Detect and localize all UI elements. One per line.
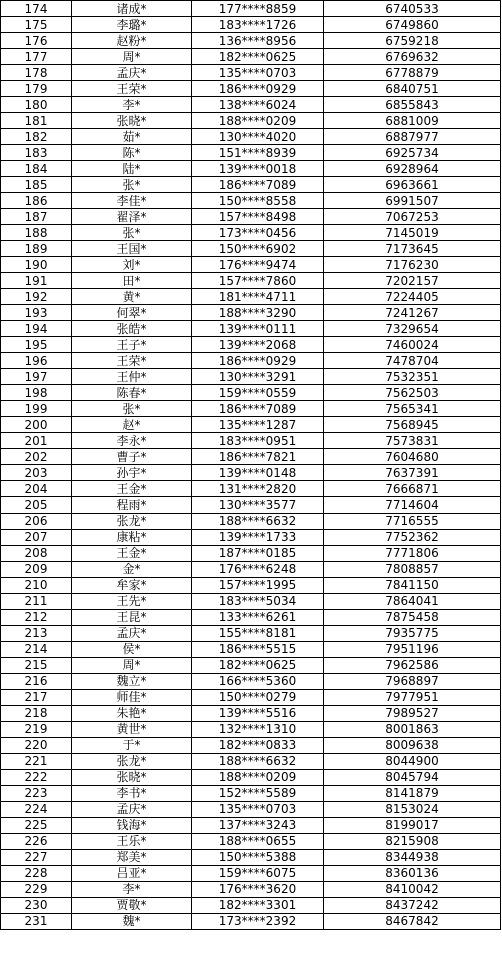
table-row (1, 753, 501, 769)
row-number-cell: 184 (1, 161, 72, 177)
row-number-cell: 180 (1, 97, 72, 113)
value-cell: 8215908 (324, 833, 501, 849)
table-row (1, 865, 501, 881)
row-number-cell: 188 (1, 225, 72, 241)
phone-cell: 139****2068 (192, 337, 324, 353)
row-number-cell: 213 (1, 625, 72, 641)
phone-cell: 188****3290 (192, 305, 324, 321)
table-row (1, 481, 501, 497)
phone-cell: 183****5034 (192, 593, 324, 609)
name-cell: 师佳* (72, 689, 192, 705)
phone-cell: 152****5589 (192, 785, 324, 801)
row-number-cell: 221 (1, 753, 72, 769)
row-number-cell: 218 (1, 705, 72, 721)
name-cell: 魏立* (72, 673, 192, 689)
value-cell: 6778879 (324, 65, 501, 81)
name-cell: 孟庆* (72, 801, 192, 817)
table-row (1, 529, 501, 545)
phone-cell: 157****7860 (192, 273, 324, 289)
row-number-cell: 211 (1, 593, 72, 609)
row-number-cell: 228 (1, 865, 72, 881)
phone-cell: 132****1310 (192, 721, 324, 737)
value-cell: 7808857 (324, 561, 501, 577)
row-number-cell: 176 (1, 33, 72, 49)
table-row (1, 241, 501, 257)
row-number-cell: 212 (1, 609, 72, 625)
phone-cell: 155****8181 (192, 625, 324, 641)
value-cell: 7977951 (324, 689, 501, 705)
row-number-cell: 226 (1, 833, 72, 849)
name-cell: 贾敬* (72, 897, 192, 913)
table-row (1, 737, 501, 753)
value-cell: 8410042 (324, 881, 501, 897)
name-cell: 李璐* (72, 17, 192, 33)
value-cell: 6769632 (324, 49, 501, 65)
table-row (1, 497, 501, 513)
value-cell: 7176230 (324, 257, 501, 273)
value-cell: 7460024 (324, 337, 501, 353)
value-cell: 7329654 (324, 321, 501, 337)
row-number-cell: 196 (1, 353, 72, 369)
phone-cell: 188****0655 (192, 833, 324, 849)
value-cell: 7573831 (324, 433, 501, 449)
table-row (1, 449, 501, 465)
name-cell: 张* (72, 401, 192, 417)
table-row (1, 305, 501, 321)
row-number-cell: 190 (1, 257, 72, 273)
value-cell: 7637391 (324, 465, 501, 481)
phone-cell: 182****0625 (192, 49, 324, 65)
phone-cell: 159****6075 (192, 865, 324, 881)
row-number-cell: 183 (1, 145, 72, 161)
value-cell: 7714604 (324, 497, 501, 513)
row-number-cell: 214 (1, 641, 72, 657)
row-number-cell: 206 (1, 513, 72, 529)
name-cell: 王国* (72, 241, 192, 257)
row-number-cell: 197 (1, 369, 72, 385)
value-cell: 6840751 (324, 81, 501, 97)
value-cell: 6855843 (324, 97, 501, 113)
value-cell: 8044900 (324, 753, 501, 769)
table-row (1, 433, 501, 449)
row-number-cell: 207 (1, 529, 72, 545)
value-cell: 7478704 (324, 353, 501, 369)
value-cell: 7666871 (324, 481, 501, 497)
row-number-cell: 215 (1, 657, 72, 673)
table-row (1, 833, 501, 849)
value-cell: 8141879 (324, 785, 501, 801)
name-cell: 王金* (72, 481, 192, 497)
name-cell: 王仲* (72, 369, 192, 385)
row-number-cell: 230 (1, 897, 72, 913)
name-cell: 李永* (72, 433, 192, 449)
phone-cell: 186****5515 (192, 641, 324, 657)
name-cell: 王金* (72, 545, 192, 561)
table-row (1, 913, 501, 929)
row-number-cell: 186 (1, 193, 72, 209)
value-cell: 7989527 (324, 705, 501, 721)
name-cell: 张龙* (72, 513, 192, 529)
name-cell: 王先* (72, 593, 192, 609)
phone-cell: 135****0703 (192, 65, 324, 81)
table-row (1, 385, 501, 401)
phone-cell: 139****0018 (192, 161, 324, 177)
row-number-cell: 198 (1, 385, 72, 401)
table-row (1, 65, 501, 81)
row-number-cell: 189 (1, 241, 72, 257)
name-cell: 何翠* (72, 305, 192, 321)
table-row (1, 225, 501, 241)
name-cell: 王荣* (72, 81, 192, 97)
value-cell: 6928964 (324, 161, 501, 177)
name-cell: 张* (72, 177, 192, 193)
value-cell: 8467842 (324, 913, 501, 929)
name-cell: 李* (72, 881, 192, 897)
table-row (1, 193, 501, 209)
value-cell: 8045794 (324, 769, 501, 785)
name-cell: 诸成* (72, 1, 192, 17)
row-number-cell: 219 (1, 721, 72, 737)
phone-cell: 188****0209 (192, 769, 324, 785)
value-cell: 7841150 (324, 577, 501, 593)
value-cell: 8009638 (324, 737, 501, 753)
phone-cell: 135****0703 (192, 801, 324, 817)
phone-cell: 186****0929 (192, 353, 324, 369)
name-cell: 程雨* (72, 497, 192, 513)
phone-cell: 135****1287 (192, 417, 324, 433)
phone-cell: 131****2820 (192, 481, 324, 497)
phone-cell: 186****0929 (192, 81, 324, 97)
phone-cell: 157****8498 (192, 209, 324, 225)
row-number-cell: 229 (1, 881, 72, 897)
phone-cell: 183****0951 (192, 433, 324, 449)
name-cell: 李书* (72, 785, 192, 801)
table-row (1, 897, 501, 913)
name-cell: 陆* (72, 161, 192, 177)
phone-cell: 159****0559 (192, 385, 324, 401)
row-number-cell: 222 (1, 769, 72, 785)
phone-cell: 186****7821 (192, 449, 324, 465)
value-cell: 7951196 (324, 641, 501, 657)
phone-cell: 176****9474 (192, 257, 324, 273)
row-number-cell: 178 (1, 65, 72, 81)
row-number-cell: 225 (1, 817, 72, 833)
row-number-cell: 175 (1, 17, 72, 33)
table-row (1, 129, 501, 145)
row-number-cell: 205 (1, 497, 72, 513)
table-row (1, 849, 501, 865)
phone-cell: 150****8558 (192, 193, 324, 209)
table-row (1, 97, 501, 113)
table-row (1, 705, 501, 721)
name-cell: 翟泽* (72, 209, 192, 225)
value-cell: 7241267 (324, 305, 501, 321)
phone-cell: 139****0111 (192, 321, 324, 337)
table-row (1, 417, 501, 433)
name-cell: 周* (72, 49, 192, 65)
value-cell: 7562503 (324, 385, 501, 401)
name-cell: 黄* (72, 289, 192, 305)
value-cell: 7568945 (324, 417, 501, 433)
row-number-cell: 199 (1, 401, 72, 417)
phone-cell: 181****4711 (192, 289, 324, 305)
value-cell: 8153024 (324, 801, 501, 817)
row-number-cell: 194 (1, 321, 72, 337)
name-cell: 刘* (72, 257, 192, 273)
name-cell: 张* (72, 225, 192, 241)
value-cell: 7145019 (324, 225, 501, 241)
value-cell: 7935775 (324, 625, 501, 641)
row-number-cell: 201 (1, 433, 72, 449)
value-cell: 7771806 (324, 545, 501, 561)
phone-cell: 136****8956 (192, 33, 324, 49)
table-row (1, 273, 501, 289)
phone-cell: 176****3620 (192, 881, 324, 897)
table-row (1, 81, 501, 97)
table-row (1, 593, 501, 609)
row-number-cell: 200 (1, 417, 72, 433)
phone-cell: 186****7089 (192, 401, 324, 417)
phone-cell: 130****4020 (192, 129, 324, 145)
row-number-cell: 192 (1, 289, 72, 305)
row-number-cell: 179 (1, 81, 72, 97)
row-number-cell: 223 (1, 785, 72, 801)
table-row (1, 337, 501, 353)
table-row (1, 801, 501, 817)
phone-cell: 186****7089 (192, 177, 324, 193)
phone-cell: 173****2392 (192, 913, 324, 929)
table-row (1, 209, 501, 225)
name-cell: 陈* (72, 145, 192, 161)
row-number-cell: 216 (1, 673, 72, 689)
name-cell: 侯* (72, 641, 192, 657)
phone-cell: 133****6261 (192, 609, 324, 625)
table-row (1, 353, 501, 369)
name-cell: 吕亚* (72, 865, 192, 881)
value-cell: 6881009 (324, 113, 501, 129)
row-number-cell: 210 (1, 577, 72, 593)
value-cell: 7962586 (324, 657, 501, 673)
table-row (1, 401, 501, 417)
table-row (1, 513, 501, 529)
phone-cell: 182****3301 (192, 897, 324, 913)
row-number-cell: 185 (1, 177, 72, 193)
name-cell: 张龙* (72, 753, 192, 769)
phone-cell: 188****6632 (192, 513, 324, 529)
row-number-cell: 202 (1, 449, 72, 465)
name-cell: 黄世* (72, 721, 192, 737)
row-number-cell: 231 (1, 913, 72, 929)
value-cell: 6925734 (324, 145, 501, 161)
value-cell: 7968897 (324, 673, 501, 689)
name-cell: 牟家* (72, 577, 192, 593)
table-row (1, 609, 501, 625)
table-row (1, 161, 501, 177)
phone-cell: 177****8859 (192, 1, 324, 17)
name-cell: 田* (72, 273, 192, 289)
table-row (1, 289, 501, 305)
table-row (1, 1, 501, 17)
row-number-cell: 174 (1, 1, 72, 17)
table-row (1, 817, 501, 833)
table-row (1, 657, 501, 673)
table-row (1, 465, 501, 481)
records-table-body (1, 1, 501, 930)
table-row (1, 49, 501, 65)
phone-cell: 157****1995 (192, 577, 324, 593)
value-cell: 7173645 (324, 241, 501, 257)
name-cell: 金* (72, 561, 192, 577)
value-cell: 8344938 (324, 849, 501, 865)
table-row (1, 177, 501, 193)
value-cell: 6991507 (324, 193, 501, 209)
table-row (1, 881, 501, 897)
value-cell: 8437242 (324, 897, 501, 913)
row-number-cell: 177 (1, 49, 72, 65)
name-cell: 李佳* (72, 193, 192, 209)
phone-cell: 151****8939 (192, 145, 324, 161)
table-row (1, 769, 501, 785)
phone-cell: 150****0279 (192, 689, 324, 705)
phone-cell: 139****5516 (192, 705, 324, 721)
phone-cell: 182****0833 (192, 737, 324, 753)
name-cell: 王乐* (72, 833, 192, 849)
row-number-cell: 203 (1, 465, 72, 481)
row-number-cell: 182 (1, 129, 72, 145)
value-cell: 6749860 (324, 17, 501, 33)
phone-cell: 187****0185 (192, 545, 324, 561)
table-row (1, 641, 501, 657)
value-cell: 7604680 (324, 449, 501, 465)
name-cell: 康粘* (72, 529, 192, 545)
name-cell: 孙宇* (72, 465, 192, 481)
row-number-cell: 208 (1, 545, 72, 561)
phone-cell: 139****1733 (192, 529, 324, 545)
name-cell: 于* (72, 737, 192, 753)
table-row (1, 721, 501, 737)
table-row (1, 17, 501, 33)
row-number-cell: 227 (1, 849, 72, 865)
value-cell: 7875458 (324, 609, 501, 625)
value-cell: 7202157 (324, 273, 501, 289)
phone-cell: 188****6632 (192, 753, 324, 769)
phone-cell: 139****0148 (192, 465, 324, 481)
row-number-cell: 220 (1, 737, 72, 753)
name-cell: 郑美* (72, 849, 192, 865)
table-row (1, 689, 501, 705)
value-cell: 6963661 (324, 177, 501, 193)
phone-cell: 173****0456 (192, 225, 324, 241)
name-cell: 茹* (72, 129, 192, 145)
name-cell: 张皓* (72, 321, 192, 337)
name-cell: 王昆* (72, 609, 192, 625)
phone-cell: 130****3577 (192, 497, 324, 513)
name-cell: 张晓* (72, 769, 192, 785)
value-cell: 6759218 (324, 33, 501, 49)
table-row (1, 33, 501, 49)
value-cell: 7224405 (324, 289, 501, 305)
name-cell: 钱海* (72, 817, 192, 833)
value-cell: 8199017 (324, 817, 501, 833)
name-cell: 朱艳* (72, 705, 192, 721)
row-number-cell: 181 (1, 113, 72, 129)
phone-cell: 130****3291 (192, 369, 324, 385)
table-row (1, 785, 501, 801)
table-row (1, 673, 501, 689)
table-row (1, 257, 501, 273)
row-number-cell: 209 (1, 561, 72, 577)
phone-cell: 137****3243 (192, 817, 324, 833)
phone-cell: 183****1726 (192, 17, 324, 33)
value-cell: 8360136 (324, 865, 501, 881)
row-number-cell: 187 (1, 209, 72, 225)
row-number-cell: 217 (1, 689, 72, 705)
table-row (1, 561, 501, 577)
phone-cell: 150****5388 (192, 849, 324, 865)
table-row (1, 369, 501, 385)
phone-cell: 150****6902 (192, 241, 324, 257)
row-number-cell: 193 (1, 305, 72, 321)
name-cell: 孟庆* (72, 625, 192, 641)
value-cell: 8001863 (324, 721, 501, 737)
name-cell: 魏* (72, 913, 192, 929)
value-cell: 7716555 (324, 513, 501, 529)
value-cell: 7532351 (324, 369, 501, 385)
table-row (1, 145, 501, 161)
name-cell: 王子* (72, 337, 192, 353)
value-cell: 6740533 (324, 1, 501, 17)
name-cell: 陈春* (72, 385, 192, 401)
name-cell: 王荣* (72, 353, 192, 369)
name-cell: 张晓* (72, 113, 192, 129)
table-row (1, 625, 501, 641)
table-row (1, 321, 501, 337)
phone-cell: 166****5360 (192, 673, 324, 689)
row-number-cell: 224 (1, 801, 72, 817)
name-cell: 周* (72, 657, 192, 673)
table-row (1, 577, 501, 593)
value-cell: 6887977 (324, 129, 501, 145)
value-cell: 7752362 (324, 529, 501, 545)
name-cell: 曹子* (72, 449, 192, 465)
row-number-cell: 195 (1, 337, 72, 353)
name-cell: 赵* (72, 417, 192, 433)
phone-cell: 138****6024 (192, 97, 324, 113)
row-number-cell: 191 (1, 273, 72, 289)
name-cell: 李* (72, 97, 192, 113)
table-row (1, 545, 501, 561)
name-cell: 孟庆* (72, 65, 192, 81)
name-cell: 赵粉* (72, 33, 192, 49)
phone-cell: 188****0209 (192, 113, 324, 129)
phone-cell: 176****6248 (192, 561, 324, 577)
phone-cell: 182****0625 (192, 657, 324, 673)
value-cell: 7864041 (324, 593, 501, 609)
value-cell: 7565341 (324, 401, 501, 417)
value-cell: 7067253 (324, 209, 501, 225)
table-row (1, 113, 501, 129)
row-number-cell: 204 (1, 481, 72, 497)
